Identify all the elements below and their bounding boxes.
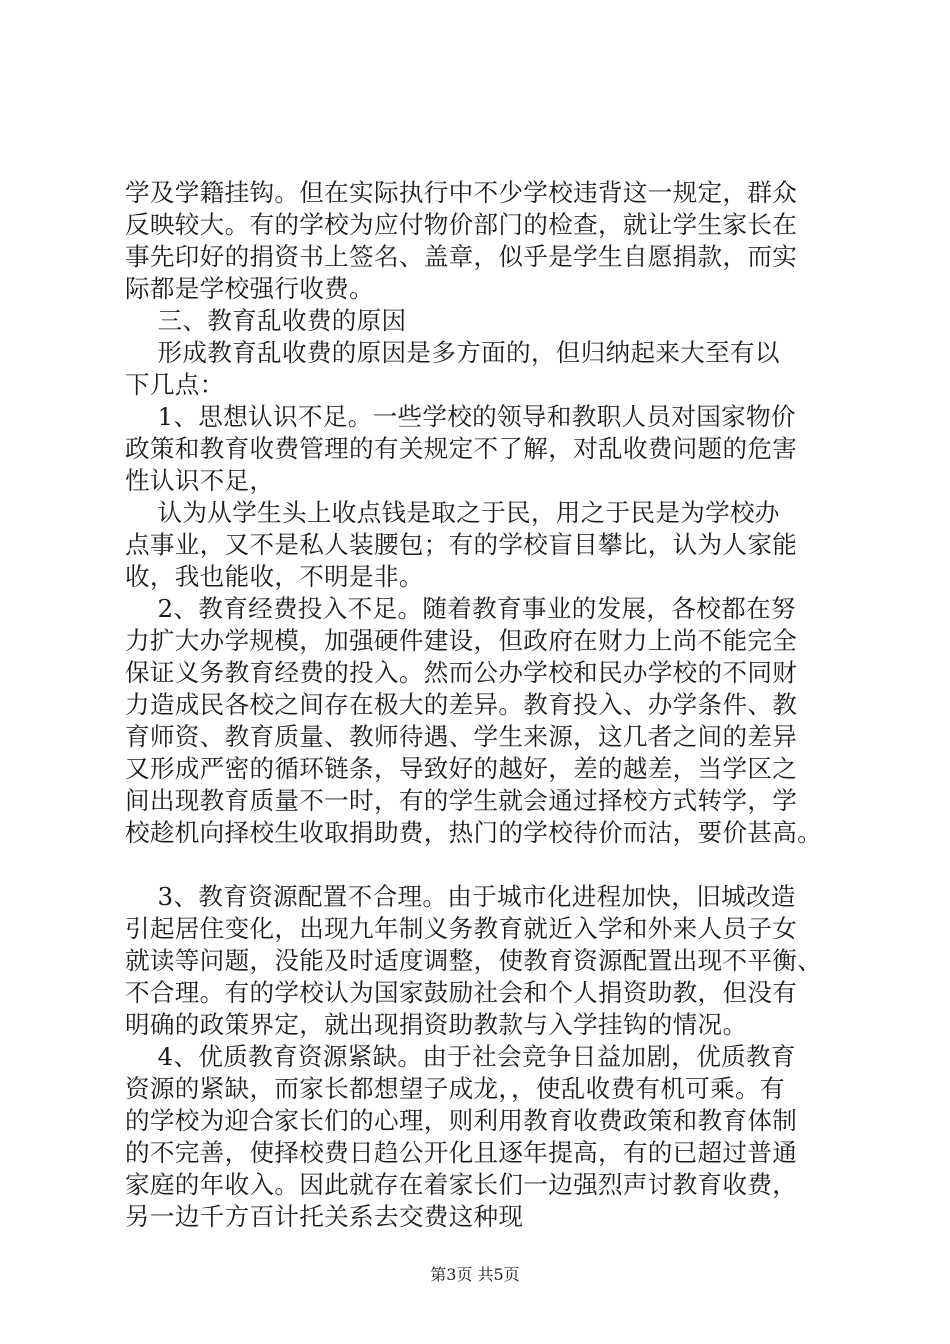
text-line: 力造成民各校之间存在极大的差异。教育投入、办学条件、教 — [125, 690, 798, 719]
text-line: 不合理。有的学校认为国家鼓励社会和个人捐资助教，但没有 — [125, 978, 798, 1007]
text-line: 4、优质教育资源紧缺。由于社会竞争日益加剧，优质教育 — [125, 1042, 796, 1071]
text-line: 家庭的年收入。因此就存在着家长们一边强烈声讨教育收费， — [125, 1170, 798, 1199]
text-line: 资源的紧缺，而家长都想望子成龙，，使乱收费有机可乘。有 — [125, 1074, 785, 1103]
text-line: 引起居住变化，出现九年制义务教育就近入学和外来人员子女 — [125, 914, 798, 943]
text-line: 校趁机向择校生收取捐助费，热门的学校待价而沽，要价甚高。 — [125, 818, 823, 847]
text-line: 保证义务教育经费的投入。然而公办学校和民办学校的不同财 — [125, 658, 798, 687]
text-line: 三、教育乱收费的原因 — [125, 306, 407, 335]
text-line: 事先印好的捐资书上签名、盖章，似乎是学生自愿捐款，而实 — [125, 242, 798, 271]
text-line: 反映较大。有的学校为应付物价部门的检查，就让学生家长在 — [125, 210, 798, 239]
text-line: 点事业，又不是私人装腰包；有的学校盲目攀比，认为人家能 — [125, 530, 798, 559]
blank-line — [125, 849, 845, 881]
text-line: 另一边千方百计托关系去交费这种现 — [125, 1202, 524, 1231]
text-line: 的不完善，使择校费日趋公开化且逐年提高，有的已超过普通 — [125, 1138, 798, 1167]
text-line: 力扩大办学规模，加强硬件建设，但政府在财力上尚不能完全 — [125, 626, 798, 655]
text-line: 又形成严密的循环链条，导致好的越好，差的越差，当学区之 — [125, 754, 798, 783]
text-line: 政策和教育收费管理的有关规定不了解，对乱收费问题的危害 — [125, 434, 798, 463]
text-line: 际都是学校强行收费。 — [125, 274, 374, 303]
text-line: 1、思想认识不足。一些学校的领导和教职人员对国家物价 — [125, 402, 796, 431]
text-line: 2、教育经费投入不足。随着教育事业的发展，各校都在努 — [125, 594, 796, 623]
text-line: 的学校为迎合家长们的心理，则利用教育收费政策和教育体制 — [125, 1106, 798, 1135]
text-line: 认为从学生头上收点钱是取之于民，用之于民是为学校办 — [125, 498, 780, 527]
text-line: 下几点： — [125, 370, 225, 399]
document-body — [125, 177, 845, 1233]
text-line: 收，我也能收，不明是非。 — [125, 562, 424, 591]
text-line: 学及学籍挂钩。但在实际执行中不少学校违背这一规定，群众 — [125, 178, 798, 207]
text-line: 间出现教育质量不一时，有的学生就会通过择校方式转学，学 — [125, 786, 798, 815]
text-line: 形成教育乱收费的原因是多方面的，但归纳起来大至有以 — [125, 338, 780, 367]
text-line: 就读等问题，没能及时适度调整，使教育资源配置出现不平衡、 — [125, 946, 823, 975]
text-line: 明确的政策界定，就出现捐资助教款与入学挂钩的情况。 — [125, 1010, 748, 1039]
text-line: 性认识不足， — [125, 466, 275, 495]
text-line: 3、教育资源配置不合理。由于城市化进程加快，旧城改造 — [125, 882, 796, 911]
text-line: 育师资、教育质量、教师待遇、学生来源，这几者之间的差异 — [125, 722, 798, 751]
page-footer: 第3页 共5页 — [430, 1265, 520, 1284]
